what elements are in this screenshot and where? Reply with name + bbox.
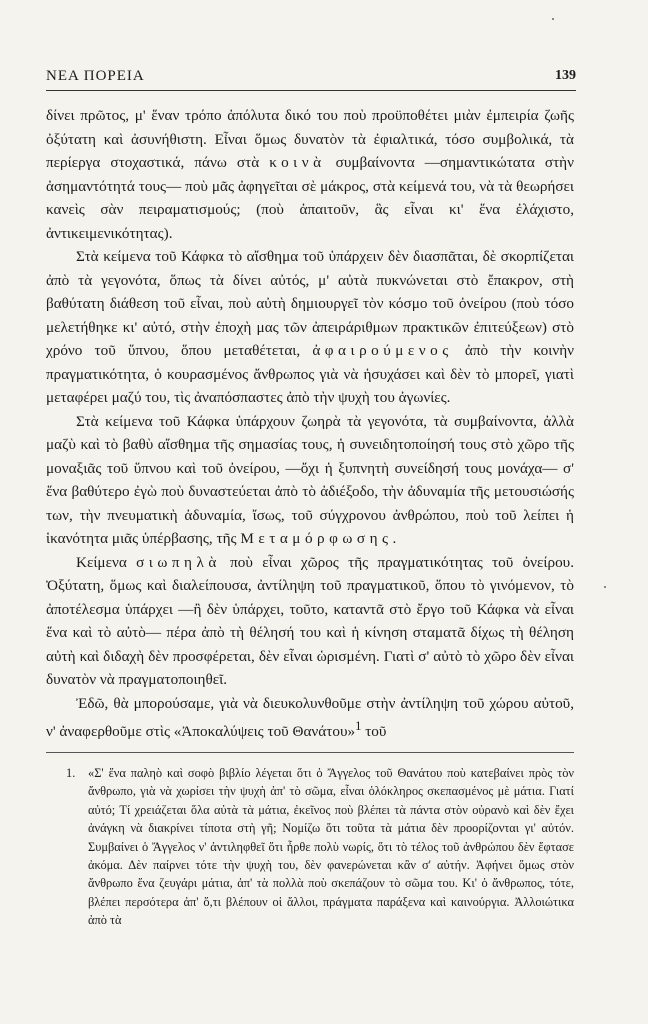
footnotes [46, 764, 574, 930]
footnote-marker: 1. [66, 766, 76, 780]
page-number: 139 [555, 68, 576, 83]
header-rule [46, 90, 576, 91]
paragraph-5-text-c: τοῦ [361, 723, 387, 741]
paragraph-1-text-a: δίνει πρῶτος, μ' ἕναν τρόπο ἀπόλυτα δικό του ποὺ προϋποθέτει μιὰν ἐμπειρία ζωῆς ὀξύτατη καὶ ἀσυνήθιστη. Εἶναι ὅμως δυνατὸν τὰ ἐφιαλτικά, τόσο συμβολικά, τὰ περίεργα στοχαστικά, πάνω στὰ [46, 107, 574, 171]
paragraph-4 [46, 551, 574, 692]
footnote-rule [46, 752, 574, 753]
footnote-text: «Σ' ἕνα παληὸ καὶ σοφὸ βιβλίο λέγεται ὅτι ὁ Ἄγγελος τοῦ Θανάτου ποὺ κατεβαίνει πρὸς τὸν ἄνθρωπο, γιὰ νὰ χωρίσει τὴν ψυχὴ ἀπ' τὸ σῶμα, εἶναι ὁλόκληρος σκεπασμένος μὲ μάτια. Γιατί αὐτό; Τί χρειάζεται ὅλα αὐτὰ τὰ μάτια, ἐκεῖνος ποὺ βλέπει τὰ πάντα στὸν οὐρανὸ καὶ δὲν ἔχει ἀνάγκη νὰ διακρίνει τίποτα στὴ γῆ; Νομίζω ὅτι τοῦτα τὰ μάτια δὲν προορίζονται γι' αὐτόν. Συμβαίνει ὁ Ἄγγελος ν' ἀντιληφθεῖ ὅτι ἦρθε πολὺ νωρίς, ὅτι τὸ τέλος τοῦ ἀνθρώπου δὲν ἔφτασε ἀκόμα. Δὲν παίρνει τότε τὴν ψυχὴ του, δὲν φανερώνεται κἂν σ' αὐτήν. Ἀφήνει ὅμως στὸν ἄνθρωπο ἕνα ζευγάρι μάτια, ἀπ' τὰ πολλὰ ποὺ σκεπάζουν τὸ σῶμα του. Κι' ὁ ἄνθρωπος, τότε, βλέπει περσότερα ἀπ' ὅ,τι βλέπουν οἱ ἄλλοι, πράγματα παράξενα καὶ καινούργια. Ἀλλοιώτικα ἀπὸ τὰ [88, 766, 574, 928]
paragraph-3-text-a: Στὰ κείμενα τοῦ Κάφκα ὑπάρχουν ζωηρὰ τὰ γεγονότα, τὰ συμβαίνοντα, ἀλλὰ μαζὺ καὶ τὸ βαθὺ αἴσθημα τῆς σημασίας τους, ἡ συνειδητοποίησή τους στὸ χῶρο τῆς μοναξιᾶς τοῦ ὕπνου καὶ τοῦ ὀνείρου, —ὄχι ἡ ξυπνητὴ συνείδησή τους μονάχα— σ' ἕνα βαθύτερο ἐγὼ ποὺ δυναστεύεται ἀπὸ τὸ ἀδιέξοδο, τὴν ἀδυναμία τῆς μετουσιώσής των, τὴν πνευματικὴ ἀδυναμία, ἴσως, τοῦ σύγχρονου ἀνθρώπου, ποὺ τοῦ λείπει ἡ ἱκανότητα μιᾶς ὑπέρβασης, τῆς [46, 412, 574, 547]
journal-title: ΝΕΑ ΠΟΡΕΙΑ [46, 68, 145, 84]
paragraph-2-text-a: Στὰ κείμενα τοῦ Κάφκα τὸ αἴσθημα τοῦ ὑπάρχειν δὲν διασπᾶται, δὲ σκορπίζεται ἀπὸ τὰ γεγονότα, ὅπως τὰ δίνει αὐτός, μ' αὐτὰ πυκνώνεται στὸ ἔπακρον, στὴ βαθύτατη διάθεση τοῦ εἶναι, ποὺ αὐτὴ δημιουργεῖ τὸν κόσμο τοῦ ὀνείρου (ποὺ τόσο μελετήθηκε κι' αὐτό, στὴν ἐποχὴ μας τῶν ἀπειράριθμων πρακτικῶν ἐπιτεύξεων) στὸ χρόνο τοῦ ὕπνου, ὅπου μεταθέτεται, [46, 248, 574, 359]
paragraph-1-text-c: συμβαίνοντα —σημαντικώτατα στὴν ἀσημαντότητά τους— ποὺ μᾶς ἀφηγεῖται σὲ μάκρος, στὰ κείμενά του, νὰ τὰ θεωρήσει κανεὶς σὰν πειραματισμούς; (ποὺ ἀπαιτοῦν, ἃς εἶναι κι' ἕνα ἐλάχιστο, ἀντικειμενικότητας). [46, 154, 574, 242]
paragraph-5 [46, 692, 574, 744]
footnote-1 [46, 764, 574, 930]
body-text [46, 104, 574, 744]
paragraph-1 [46, 104, 574, 245]
emphasis-siopila: σιωπηλὰ [136, 553, 221, 571]
paragraph-4-text-c: ποὺ εἶναι χῶρος τῆς πραγματικότητας τοῦ ὀνείρου. Ὀξύτατη, ὅμως καὶ διαλείπουσα, ἀντίληψη τοῦ πραγματικοῦ, ὅπου τὸ γινόμενον, τὸ ἀποτέλεσμα ὑπάρχει —ἢ δὲν ὑπάρχει, τοῦτο, καταντᾶ στὸ ἔργο τοῦ Κάφκα νὰ εἶναι ἕνα καὶ τὸ αὐτὸ— πέρα ἀπὸ τὴ θέλησή του καὶ ἡ κίνηση σταματᾶ δίχως τὴ θέληση αὐτὴ καὶ διδαχὴ δὲν προσφέρεται, δὲν εἶναι ὡρισμένη. Γιατὶ σ' αὐτὸ τὸ χῶρο δὲν εἶναι δυνατὸν νὰ πραγματοποιηθεῖ. [46, 553, 574, 688]
paragraph-2 [46, 245, 574, 410]
paragraph-2-text-c: ἀπὸ τὴν κοινὴν πραγματικότητα, ὁ κουρασμένος ἄνθρωπος γιὰ νὰ ἡσυχάσει καὶ δὲν τὸ μπορεῖ, γιατὶ μεταφέρει μαζύ του, τὶς ἀναπόσπαστες ἀπὸ τὴν ψυχὴ του ἀγωνίες. [46, 342, 574, 406]
paragraph-3 [46, 410, 574, 551]
emphasis-koina: κοινὰ [269, 154, 326, 171]
running-head [46, 68, 576, 94]
paragraph-5-text-a: Ἐδῶ, θὰ μπορούσαμε, γιὰ νὰ διευκολυνθοῦμε στὴν ἀντίληψη τοῦ χώρου αὐτοῦ, ν' ἀναφερθοῦμε στὶς «Ἀποκαλύψεις τοῦ Θανάτου» [46, 694, 574, 741]
emphasis-afairoumenos: ἀφαιρούμενος [312, 342, 453, 359]
paragraph-3-text-c: . [392, 530, 397, 547]
paper-speck [552, 18, 554, 20]
footnote-reference: 1 [355, 719, 362, 733]
paragraph-4-text-a: Κείμενα [76, 553, 137, 571]
paper-speck [604, 586, 606, 588]
emphasis-metamorfosis: Μεταμόρφωσης [240, 530, 393, 547]
